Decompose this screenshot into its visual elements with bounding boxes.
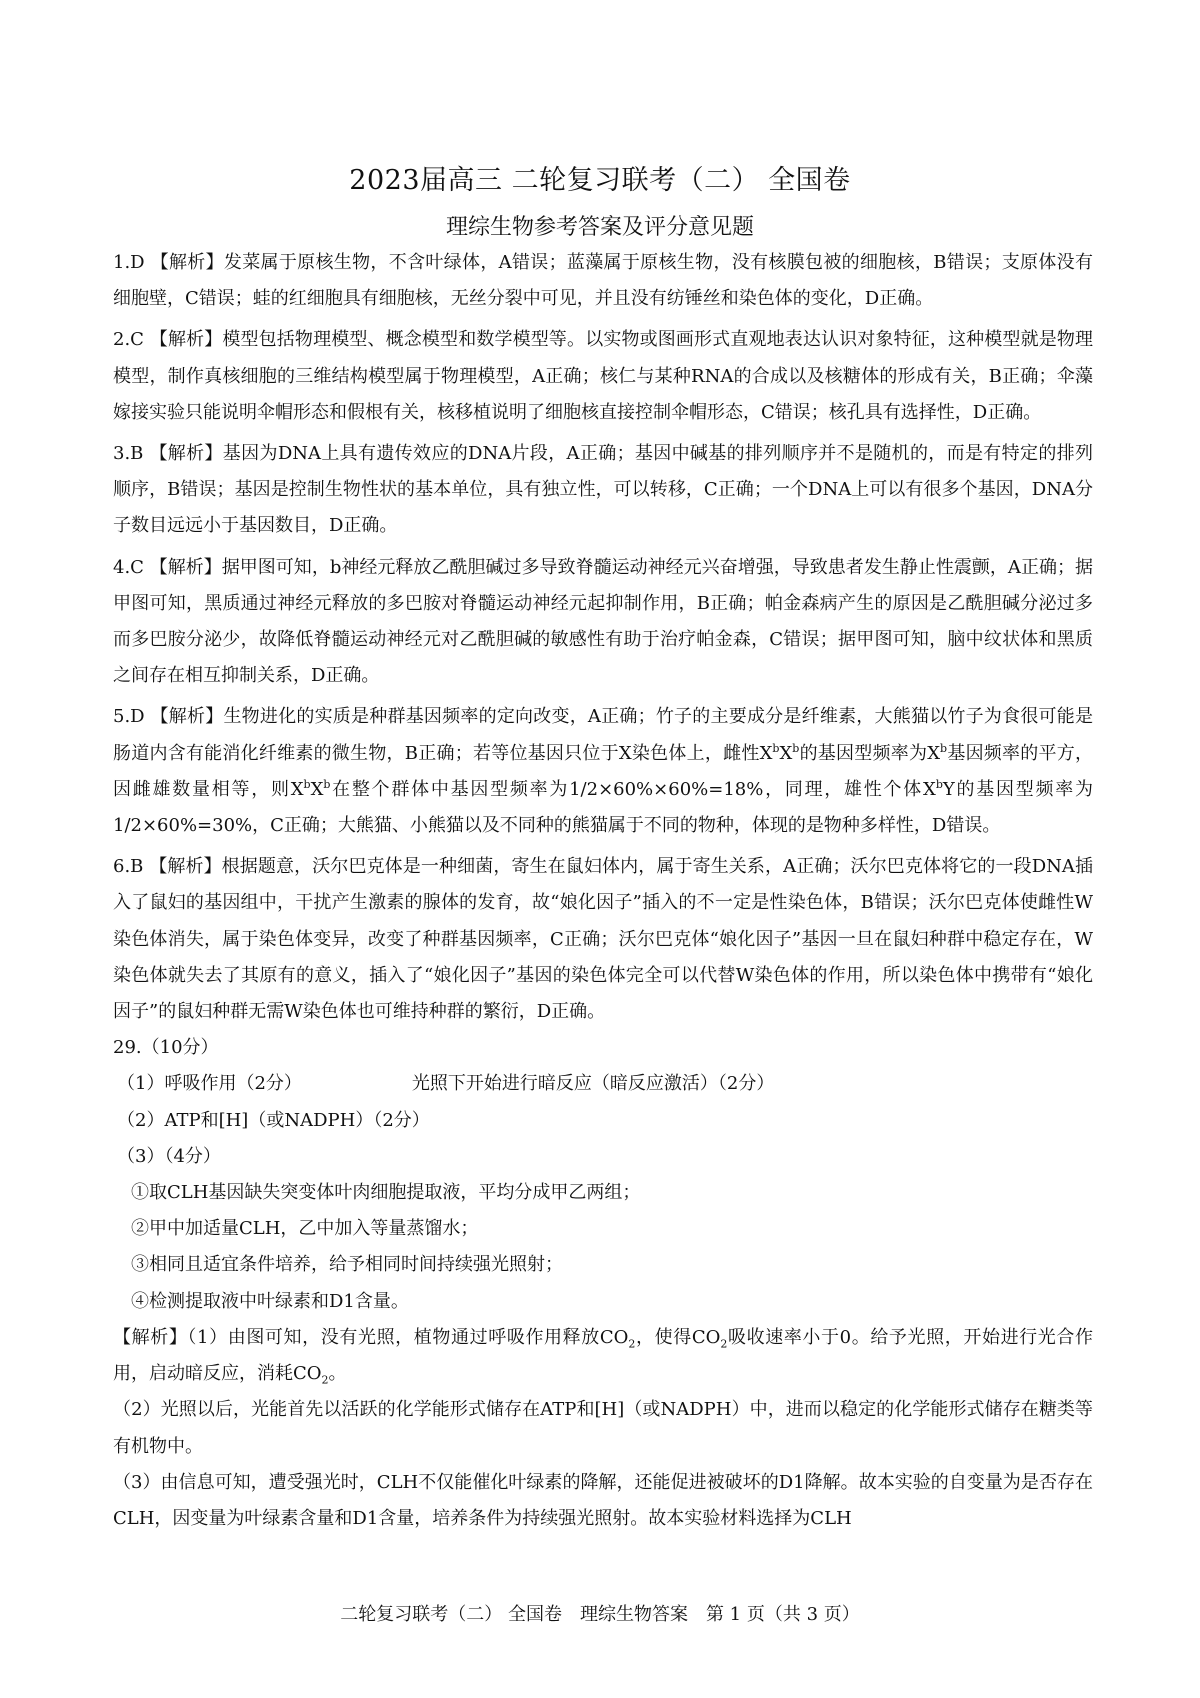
page-footer: 二轮复习联考（二） 全国卷 理综生物答案 第 1 页（共 3 页） [340, 1604, 860, 1625]
q29-explanation-2: （2）光照以后，光能首先以活跃的化学能形式储存在ATP和[H]（或NADPH）中，进而以稳定的化学能形式储存在糖类等有机物中。 [113, 1399, 1093, 1457]
answer-4: 4.C 【解析】据甲图可知，b神经元释放乙酰胆碱过多导致脊髓运动神经元兴奋增强，导致患者发生静止性震颤，A正确；据甲图可知，黑质通过神经元释放的多巴胺对脊髓运动神经元起抑制作用，B正确；帕金森病产生的原因是乙酰胆碱分泌过多而多巴胺分泌少，故降低脊髓运动神经元对乙酰胆碱的敏感性有助于治疗帕金森，C错误；据甲图可知，脑中纹状体和黑质之间存在相互抑制关系，D正确。 [113, 556, 1093, 687]
answer-1: 1.D 【解析】发菜属于原核生物，不含叶绿体，A错误；蓝藻属于原核生物，没有核膜包被的细胞核，B错误；支原体没有细胞壁，C错误；蛙的红细胞具有细胞核，无丝分裂中可见，并且没有纺锤丝和染色体的变化，D正确。 [113, 252, 1093, 310]
answer-3: 3.B 【解析】基因为DNA上具有遗传效应的DNA片段，A正确；基因中碱基的排列顺序并不是随机的，而是有特定的排列顺序，B错误；基因是控制生物性状的基本单位，具有独立性，可以转移，C正确；一个DNA上可以有很多个基因，DNA分子数目远远小于基因数目，D正确。 [113, 443, 1093, 537]
q29-step-2: ②甲中加适量CLH，乙中加入等量蒸馏水； [131, 1218, 479, 1240]
q29-answer-2: （2）ATP和[H]（或NADPH）（2分） [117, 1109, 430, 1131]
answer-6: 6.B 【解析】根据题意，沃尔巴克体是一种细菌，寄生在鼠妇体内，属于寄生关系，A正确；沃尔巴克体将它的一段DNA插入了鼠妇的基因组中，干扰产生激素的腺体的发育，故“娘化因子”插入的不一定是性染色体，B错误；沃尔巴克体使雌性W染色体消失，属于染色体变异，改变了种群基因频率，C正确；沃尔巴克体“娘化因子”基因一旦在鼠妇种群中稳定存在，W染色体就失去了其原有的意义，插入了“娘化因子”基因的染色体完全可以代替W染色体的作用，所以染色体中携带有“娘化因子”的鼠妇种群无需W染色体也可维持种群的繁衍，D正确。 [113, 856, 1093, 1023]
answer-2: 2.C 【解析】模型包括物理模型、概念模型和数学模型等。以实物或图画形式直观地表达认识对象特征，这种模型就是物理模型，制作真核细胞的三维结构模型属于物理模型，A正确；核仁与某种RNA的合成以及核糖体的形成有关，B正确；伞藻嫁接实验只能说明伞帽形态和假根有关，核移植说明了细胞核直接控制伞帽形态，C错误；核孔具有选择性，D正确。 [113, 329, 1093, 423]
q29-step-3: ③相同且适宜条件培养，给予相同时间持续强光照射； [131, 1254, 563, 1276]
page-title: 2023届高三 二轮复习联考（二） 全国卷 [349, 165, 851, 196]
q29-answer-1: （1）呼吸作用（2分） 光照下开始进行暗反应（暗反应激活）（2分） [117, 1073, 775, 1095]
answer-body [113, 245, 1093, 1537]
q29-answer-3: （3）（4分） [117, 1145, 221, 1167]
q29-explanation-1: 【解析】（1）由图可知，没有光照，植物通过呼吸作用释放$CO_2$，使得$CO_2$吸收速率小于0。给予光照，开始进行光合作用，启动暗反应，消耗$CO_2$。 [113, 1326, 1094, 1387]
q29-explanation-3: （3）由信息可知，遭受强光时，CLH不仅能催化叶绿素的降解，还能促进被破坏的D1降解。故本实验的自变量为是否存在CLH，因变量为叶绿素含量和D1含量，培养条件为持续强光照射。故本实验材料选择为CLH [113, 1471, 1093, 1529]
q29-heading: 29.（10分） [113, 1037, 219, 1059]
q29-step-4: ④检测提取液中叶绿素和D1含量。 [131, 1290, 409, 1312]
answer-5: 5.D 【解析】生物进化的实质是种群基因频率的定向改变，A正确；竹子的主要成分是纤维素，大熊猫以竹子为食很可能是肠道内含有能消化纤维素的微生物，B正确；若等位基因只位于X染色体上，雌性$X^bX^b$的基因型频率为$X^b$基因频率的平方，因雌雄数量相等，则$X^bX^b$在整个群体中基因型频率为1/2×60%×60%=18%，同理，雄性个体$X^bY$的基因型频率为1/2×60%=30%，C正确；大熊猫、小熊猫以及不同种的熊猫属于不同的物种，体现的是物种多样性，D错误。 [113, 706, 1093, 837]
q29-step-1: ①取CLH基因缺失突变体叶肉细胞提取液，平均分成甲乙两组； [131, 1182, 641, 1204]
page-subtitle: 理综生物参考答案及评分意见题 [445, 215, 754, 240]
